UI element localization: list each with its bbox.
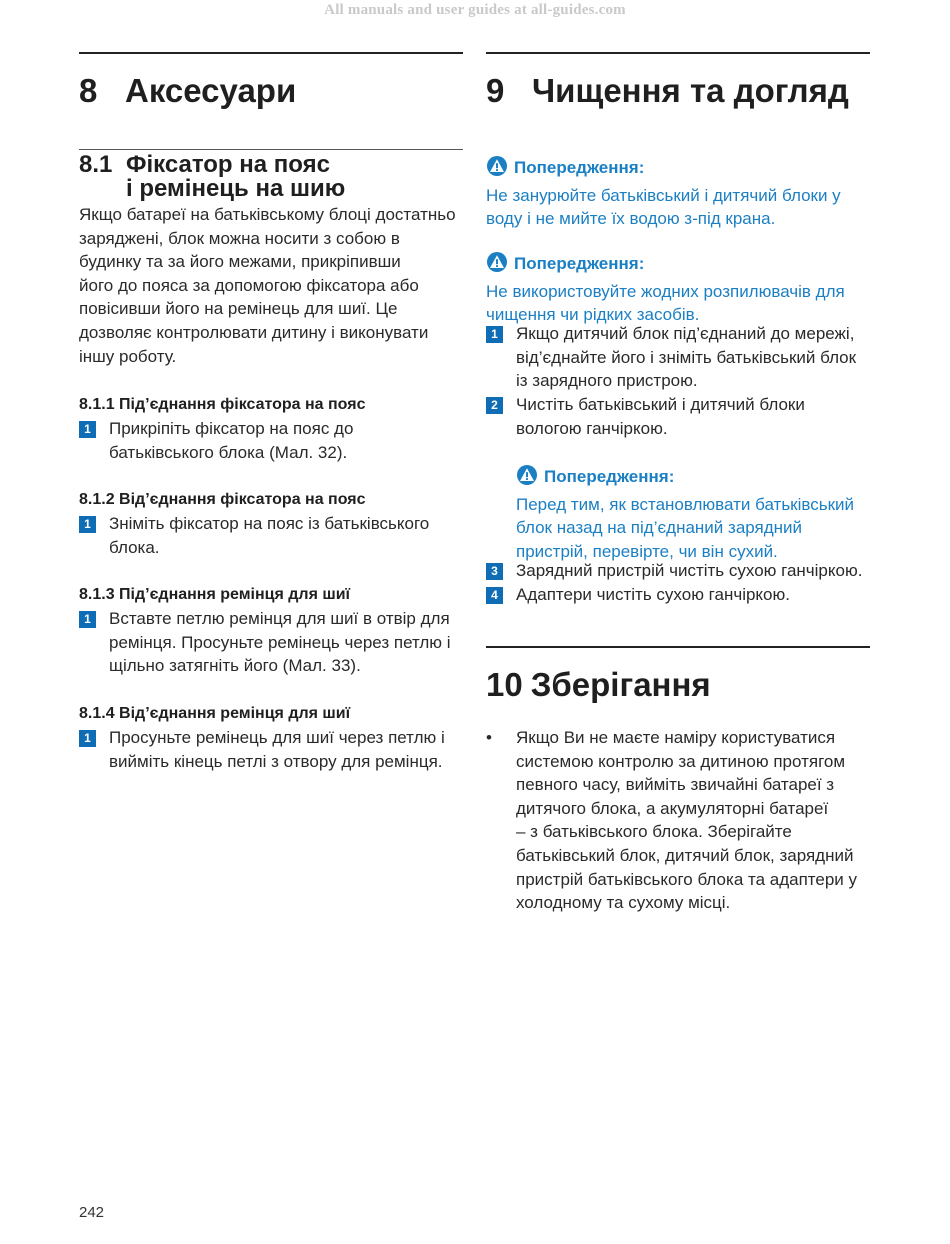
- text-line: певного часу, вийміть звичайні батареї з: [516, 775, 835, 795]
- step-item: [79, 417, 463, 464]
- heading-8-1-2: 8.1.2 Від’єднання фіксатора на пояс: [79, 491, 366, 508]
- section-number: 10: [486, 666, 523, 703]
- step-item: [79, 512, 463, 559]
- step-number-badge: 4: [486, 587, 503, 604]
- warning-icon: [486, 155, 508, 184]
- text-line: пристрій, перевірте, чи він сухий.: [516, 541, 778, 561]
- section-number: 9: [486, 72, 505, 109]
- text-line: блок назад на під’єднаний зарядний: [516, 518, 803, 538]
- text-line: пристрій батьківського блока та адаптери у: [516, 869, 858, 889]
- section-title: Аксесуари: [125, 72, 297, 109]
- warning-block: [486, 251, 845, 327]
- text-line: холодному та сухому місці.: [516, 893, 731, 913]
- warning-icon: [486, 251, 508, 280]
- section-heading-9: [486, 73, 849, 109]
- text-line: Просуньте ремінець для шиї через петлю і: [109, 728, 445, 747]
- step-item: [79, 726, 463, 773]
- text-line: Вставте петлю ремінця для шиї в отвір для: [109, 609, 450, 628]
- text-line: Перед тим, як встановлювати батьківський: [516, 494, 855, 514]
- text-line: його до пояса за допомогою фіксатора або: [79, 275, 419, 295]
- page-number: 242: [79, 1204, 105, 1221]
- section-number: 8: [79, 72, 98, 109]
- text-line: Зніміть фіксатор на пояс із батьківського: [109, 514, 430, 533]
- step-item: [79, 607, 463, 678]
- section-title: Чищення та догляд: [532, 72, 849, 109]
- step-item: [486, 583, 870, 607]
- text-line: – з батьківського блока. Зберігайте: [516, 822, 792, 842]
- text-line: ремінця. Просуньте ремінець через петлю і: [109, 632, 451, 652]
- section-heading-8: [79, 73, 296, 109]
- step-item: [486, 393, 870, 440]
- section-rule: [486, 52, 870, 54]
- text-line: повісивши його на ремінець для шиї. Це: [79, 299, 398, 319]
- text-line: блока.: [109, 537, 160, 557]
- heading-8-1-4: 8.1.4 Від’єднання ремінця для шиї: [79, 705, 351, 722]
- text-line: Якщо батареї на батьківському блоці достатньо: [79, 205, 456, 224]
- step-item: [486, 559, 870, 583]
- step-number-badge: 1: [79, 611, 96, 628]
- watermark: All manuals and user guides at all-guides.com: [324, 2, 626, 18]
- text-line: Не використовуйте жодних розпилювачів для: [486, 281, 845, 301]
- text-line: Прикріпіть фіксатор на пояс до: [109, 419, 354, 438]
- section-heading-10: [486, 667, 711, 703]
- step-number-badge: 1: [79, 516, 96, 533]
- heading-8-1-1: 8.1.1 Під’єднання фіксатора на пояс: [79, 396, 366, 413]
- text-line: Чистіть батьківський і дитячий блоки: [516, 395, 805, 414]
- heading-8-1-3: 8.1.3 Під’єднання ремінця для шиї: [79, 586, 351, 603]
- text-line: батьківський блок, дитячий блок, зарядний: [516, 845, 854, 865]
- text-line: Адаптери чистіть сухою ганчіркою.: [516, 585, 790, 604]
- text-line: вийміть кінець петлі з отвору для ремінця.: [109, 751, 443, 771]
- text-line: із зарядного пристрою.: [516, 371, 698, 391]
- warning-label: Попередження:: [514, 254, 645, 273]
- step-number-badge: 2: [486, 397, 503, 414]
- warning-block: [516, 464, 854, 563]
- subsection-title-line: Фіксатор на пояс: [126, 151, 330, 178]
- text-line: батьківського блока (Мал. 32).: [109, 442, 348, 462]
- text-line: Зарядний пристрій чистіть сухою ганчіркою.: [516, 561, 863, 580]
- subsection-rule: [79, 149, 463, 150]
- text-line: щільно затягніть його (Мал. 33).: [109, 656, 361, 676]
- section-rule: [486, 646, 870, 648]
- text-line: дозволяє контролювати дитину і виконувати: [79, 322, 429, 342]
- section-rule: [79, 52, 463, 54]
- list-item: [486, 726, 870, 915]
- step-number-badge: 1: [486, 326, 503, 343]
- subsection-heading-8-1: [79, 153, 345, 201]
- text-line: вологою ганчіркою.: [516, 418, 668, 438]
- text-line: дитячого блока, а акумуляторні батареї: [516, 798, 829, 818]
- bullet-mark: •: [486, 728, 492, 747]
- text-line: від’єднайте його і зніміть батьківський блок: [516, 347, 857, 367]
- text-line: воду і не мийте їх водою з-під крана.: [486, 209, 776, 229]
- warning-block: [486, 155, 841, 231]
- warning-label: Попередження:: [544, 467, 675, 486]
- step-item: [486, 322, 870, 393]
- text-line: заряджені, блок можна носити з собою в: [79, 228, 400, 248]
- warning-label: Попередження:: [514, 158, 645, 177]
- subsection-title-line: і ремінець на шию: [126, 175, 346, 202]
- text-line: Якщо дитячий блок під’єднаний до мережі,: [516, 324, 855, 343]
- paragraph-8-1: [79, 203, 463, 368]
- text-line: чищення чи рідких засобів.: [486, 305, 700, 325]
- subsection-number: 8.1: [79, 151, 113, 178]
- text-line: іншу роботу.: [79, 346, 177, 366]
- step-number-badge: 3: [486, 563, 503, 580]
- text-line: Не занурюйте батьківський і дитячий блоки у: [486, 185, 841, 205]
- section-title: Зберігання: [530, 666, 711, 703]
- step-number-badge: 1: [79, 730, 96, 747]
- step-number-badge: 1: [79, 421, 96, 438]
- text-line: системою контролю за дитиною протягом: [516, 751, 846, 771]
- warning-icon: [516, 464, 538, 493]
- text-line: будинку та за його межами, прикріпивши: [79, 252, 401, 272]
- text-line: Якщо Ви не маєте наміру користуватися: [516, 728, 836, 747]
